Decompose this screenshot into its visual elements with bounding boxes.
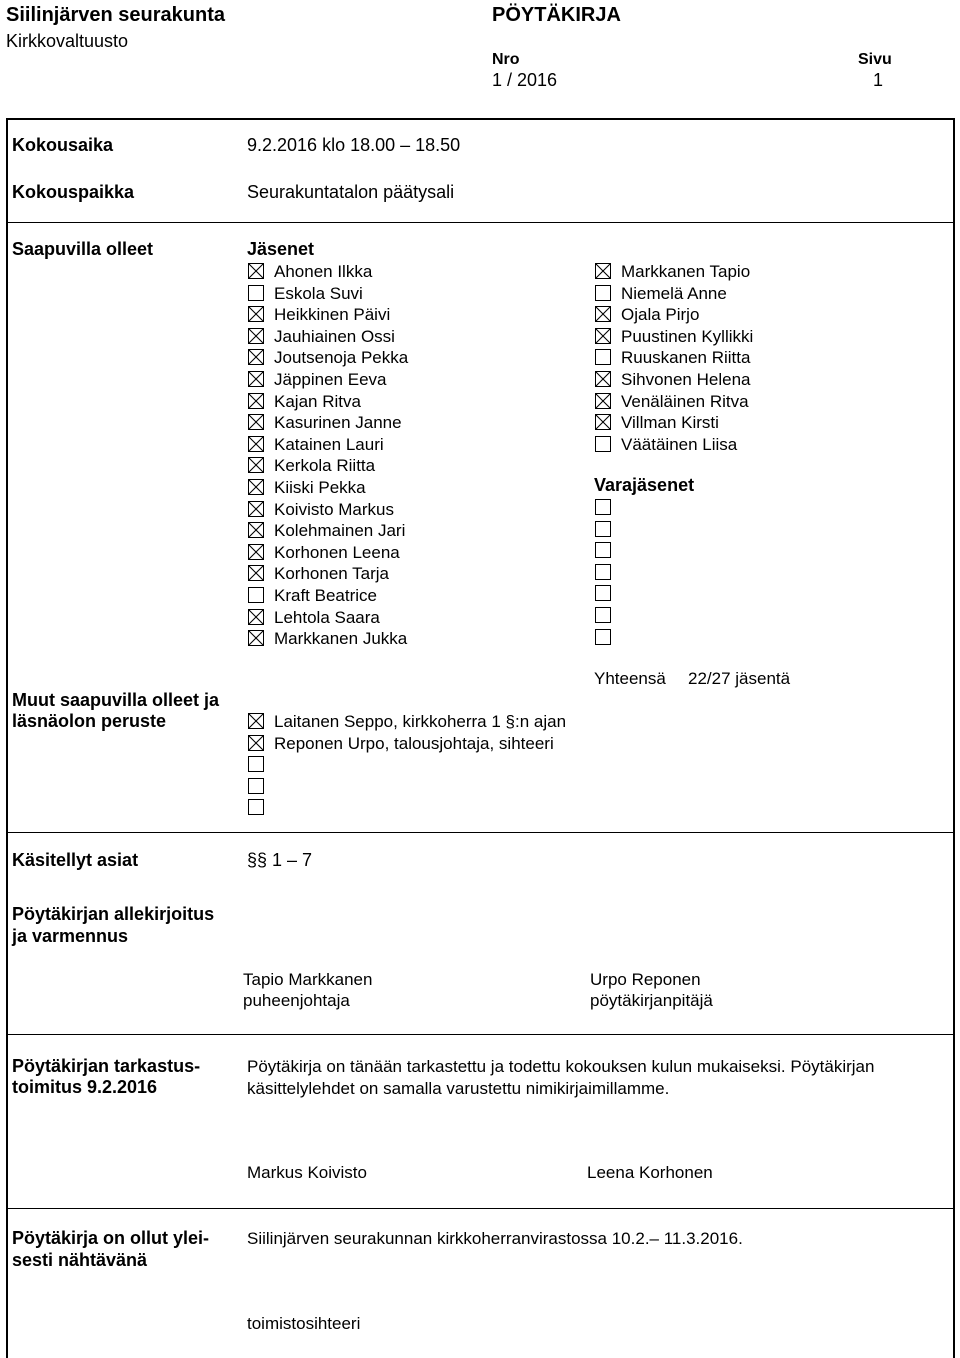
members-heading: Jäsenet	[247, 239, 315, 259]
checked-box-icon	[248, 713, 264, 729]
public-label-line2: sesti nähtävänä	[12, 1250, 148, 1270]
deputies-heading: Varajäsenet	[594, 475, 695, 495]
empty-box-icon	[595, 521, 611, 537]
checkbox-row	[248, 391, 588, 412]
chair-name: Tapio Markkanen	[243, 970, 373, 989]
checkbox-label: Markkanen Tapio	[621, 262, 751, 281]
checkbox-row	[248, 326, 588, 347]
checkbox-row	[595, 283, 935, 304]
checked-box-icon	[248, 328, 264, 344]
empty-box-icon	[595, 607, 611, 623]
checked-box-icon	[595, 306, 611, 322]
checkbox-row	[595, 497, 935, 518]
section-divider	[6, 1034, 955, 1035]
checkbox-row	[595, 562, 935, 583]
section-divider	[6, 222, 955, 223]
checkbox-row	[248, 542, 588, 563]
reviewer2-name: Leena Korhonen	[587, 1163, 713, 1182]
checkbox-row	[248, 304, 588, 325]
public-text: Siilinjärven seurakunnan kirkkoherranvirastossa 10.2.– 11.3.2016.	[247, 1229, 743, 1248]
checkbox-row	[248, 369, 588, 390]
empty-box-icon	[248, 587, 264, 603]
checkbox-row	[595, 583, 935, 604]
checkbox-row	[248, 499, 588, 520]
checkbox-label: Ruuskanen Riitta	[621, 348, 751, 368]
checkbox-row	[595, 369, 935, 390]
review-label-line2: toimitus 9.2.2016	[12, 1077, 158, 1097]
checkbox-row	[248, 434, 588, 455]
public-label-line1: Pöytäkirja on ollut ylei-	[12, 1228, 210, 1248]
checkbox-row	[595, 627, 935, 648]
total-label: Yhteensä	[594, 669, 666, 688]
office-secretary-role: toimistosihteeri	[247, 1314, 361, 1333]
empty-box-icon	[595, 436, 611, 452]
checkbox-row	[595, 540, 935, 561]
checkbox-row	[248, 797, 588, 818]
checkbox-row	[248, 711, 588, 732]
checkbox-label: Kiiski Pekka	[274, 478, 366, 497]
checked-box-icon	[248, 479, 264, 495]
checked-box-icon	[248, 371, 264, 387]
total-value: 22/27 jäsentä	[688, 669, 791, 688]
signatures-label-line1: Pöytäkirjan allekirjoitus	[12, 904, 215, 924]
checkbox-label: Koivisto Markus	[274, 499, 394, 519]
checkbox-row	[248, 261, 588, 282]
checked-box-icon	[248, 565, 264, 581]
checkbox-row	[248, 455, 588, 476]
checkbox-label: Joutsenoja Pekka	[274, 348, 409, 368]
checkbox-row	[595, 391, 935, 412]
checked-box-icon	[248, 306, 264, 322]
section-divider	[6, 832, 955, 833]
empty-box-icon	[595, 629, 611, 645]
checkbox-row	[595, 605, 935, 626]
empty-box-icon	[595, 564, 611, 580]
checked-box-icon	[248, 630, 264, 646]
matters-label: Käsitellyt asiat	[12, 850, 139, 870]
checkbox-row	[595, 434, 935, 455]
checkbox-label: Sihvonen Helena	[621, 370, 751, 389]
checkbox-row	[248, 585, 588, 606]
number-label: Nro	[492, 51, 520, 68]
meeting-place-value: Seurakuntatalon päätysali	[247, 182, 455, 202]
checked-box-icon	[248, 414, 264, 430]
checkbox-label: Lehtola Saara	[274, 607, 380, 627]
checkbox-row	[248, 733, 588, 754]
checkbox-label: Reponen Urpo, talousjohtaja, sihteeri	[274, 733, 554, 753]
checkbox-row	[595, 519, 935, 540]
checked-box-icon	[248, 735, 264, 751]
checkbox-label: Laitanen Seppo, kirkkoherra 1 §:n ajan	[274, 712, 567, 731]
checkbox-label: Heikkinen Päivi	[274, 305, 391, 325]
checkbox-row	[595, 261, 935, 282]
checked-box-icon	[595, 414, 611, 430]
checkbox-label: Kraft Beatrice	[274, 586, 377, 605]
checkbox-row	[248, 477, 588, 498]
checkbox-label: Jauhiainen Ossi	[274, 326, 395, 346]
checkbox-row	[595, 412, 935, 433]
chair-role: puheenjohtaja	[243, 991, 350, 1010]
checkbox-label: Venäläinen Ritva	[621, 391, 749, 411]
checked-box-icon	[595, 263, 611, 279]
checkbox-label: Korhonen Leena	[274, 542, 400, 562]
attendance-label: Saapuvilla olleet	[12, 239, 154, 259]
others-label-line2: läsnäolon peruste	[12, 711, 167, 731]
checkbox-row	[248, 520, 588, 541]
checkbox-label: Eskola Suvi	[274, 283, 363, 303]
checkbox-row	[595, 326, 935, 347]
checkbox-label: Villman Kirsti	[621, 413, 719, 433]
meeting-time-value: 9.2.2016 klo 18.00 – 18.50	[247, 135, 461, 155]
reviewer1-name: Markus Koivisto	[247, 1163, 367, 1182]
empty-box-icon	[595, 585, 611, 601]
number-value: 1 / 2016	[492, 70, 558, 90]
checkbox-row	[248, 754, 588, 775]
review-text-line2: käsittelylehdet on samalla varustettu nimikirjaimillamme.	[247, 1079, 670, 1098]
checkbox-label: Niemelä Anne	[621, 283, 727, 303]
checkbox-label: Markkanen Jukka	[274, 629, 408, 649]
checkbox-row	[595, 347, 935, 368]
checkbox-label: Katainen Lauri	[274, 434, 384, 454]
checkbox-label: Kerkola Riitta	[274, 456, 376, 476]
checked-box-icon	[595, 328, 611, 344]
frame-right-border	[953, 118, 955, 1358]
checkbox-row	[248, 283, 588, 304]
section-divider	[6, 1208, 955, 1209]
empty-box-icon	[595, 349, 611, 365]
checked-box-icon	[248, 544, 264, 560]
organization-name: Siilinjärven seurakunta	[6, 4, 225, 26]
matters-value: §§ 1 – 7	[247, 850, 313, 870]
checked-box-icon	[248, 349, 264, 365]
checkbox-row	[595, 304, 935, 325]
others-label-line1: Muut saapuvilla olleet ja	[12, 690, 220, 710]
checkbox-label: Ahonen Ilkka	[274, 262, 373, 281]
page-label: Sivu	[858, 51, 892, 68]
empty-box-icon	[248, 799, 264, 815]
signatures-label-line2: ja varmennus	[12, 926, 129, 946]
empty-box-icon	[595, 285, 611, 301]
checkbox-label: Kolehmainen Jari	[274, 521, 406, 541]
checkbox-row	[248, 628, 588, 649]
meeting-time-label: Kokousaika	[12, 135, 114, 155]
empty-box-icon	[595, 499, 611, 515]
checkbox-row	[248, 563, 588, 584]
checked-box-icon	[248, 393, 264, 409]
secretary-name: Urpo Reponen	[590, 970, 701, 989]
organ-name: Kirkkovaltuusto	[6, 31, 129, 51]
checkbox-label: Jäppinen Eeva	[274, 370, 387, 389]
checkbox-row	[248, 776, 588, 797]
checkbox-label: Väätäinen Liisa	[621, 434, 738, 454]
page-value: 1	[873, 70, 884, 90]
checked-box-icon	[248, 501, 264, 517]
checked-box-icon	[595, 393, 611, 409]
frame-top-border	[6, 118, 955, 120]
document-type: PÖYTÄKIRJA	[492, 4, 621, 26]
checkbox-row	[248, 412, 588, 433]
checkbox-row	[248, 607, 588, 628]
frame-left-border	[6, 118, 8, 1358]
checked-box-icon	[248, 263, 264, 279]
checked-box-icon	[595, 371, 611, 387]
secretary-role: pöytäkirjanpitäjä	[590, 991, 713, 1010]
checked-box-icon	[248, 457, 264, 473]
checkbox-label: Kasurinen Janne	[274, 413, 402, 433]
checkbox-label: Puustinen Kyllikki	[621, 326, 754, 346]
checked-box-icon	[248, 522, 264, 538]
checkbox-label: Ojala Pirjo	[621, 305, 700, 325]
checkbox-row	[248, 347, 588, 368]
review-text-line1: Pöytäkirja on tänään tarkastettu ja todettu kokouksen kulun mukaiseksi. Pöytäkirjan	[247, 1057, 875, 1076]
checkbox-label: Korhonen Tarja	[274, 564, 389, 584]
empty-box-icon	[595, 542, 611, 558]
review-label-line1: Pöytäkirjan tarkastus-	[12, 1056, 201, 1076]
meeting-place-label: Kokouspaikka	[12, 182, 135, 202]
empty-box-icon	[248, 756, 264, 772]
empty-box-icon	[248, 778, 264, 794]
checkbox-label: Kajan Ritva	[274, 391, 361, 411]
checked-box-icon	[248, 609, 264, 625]
checked-box-icon	[248, 436, 264, 452]
empty-box-icon	[248, 285, 264, 301]
